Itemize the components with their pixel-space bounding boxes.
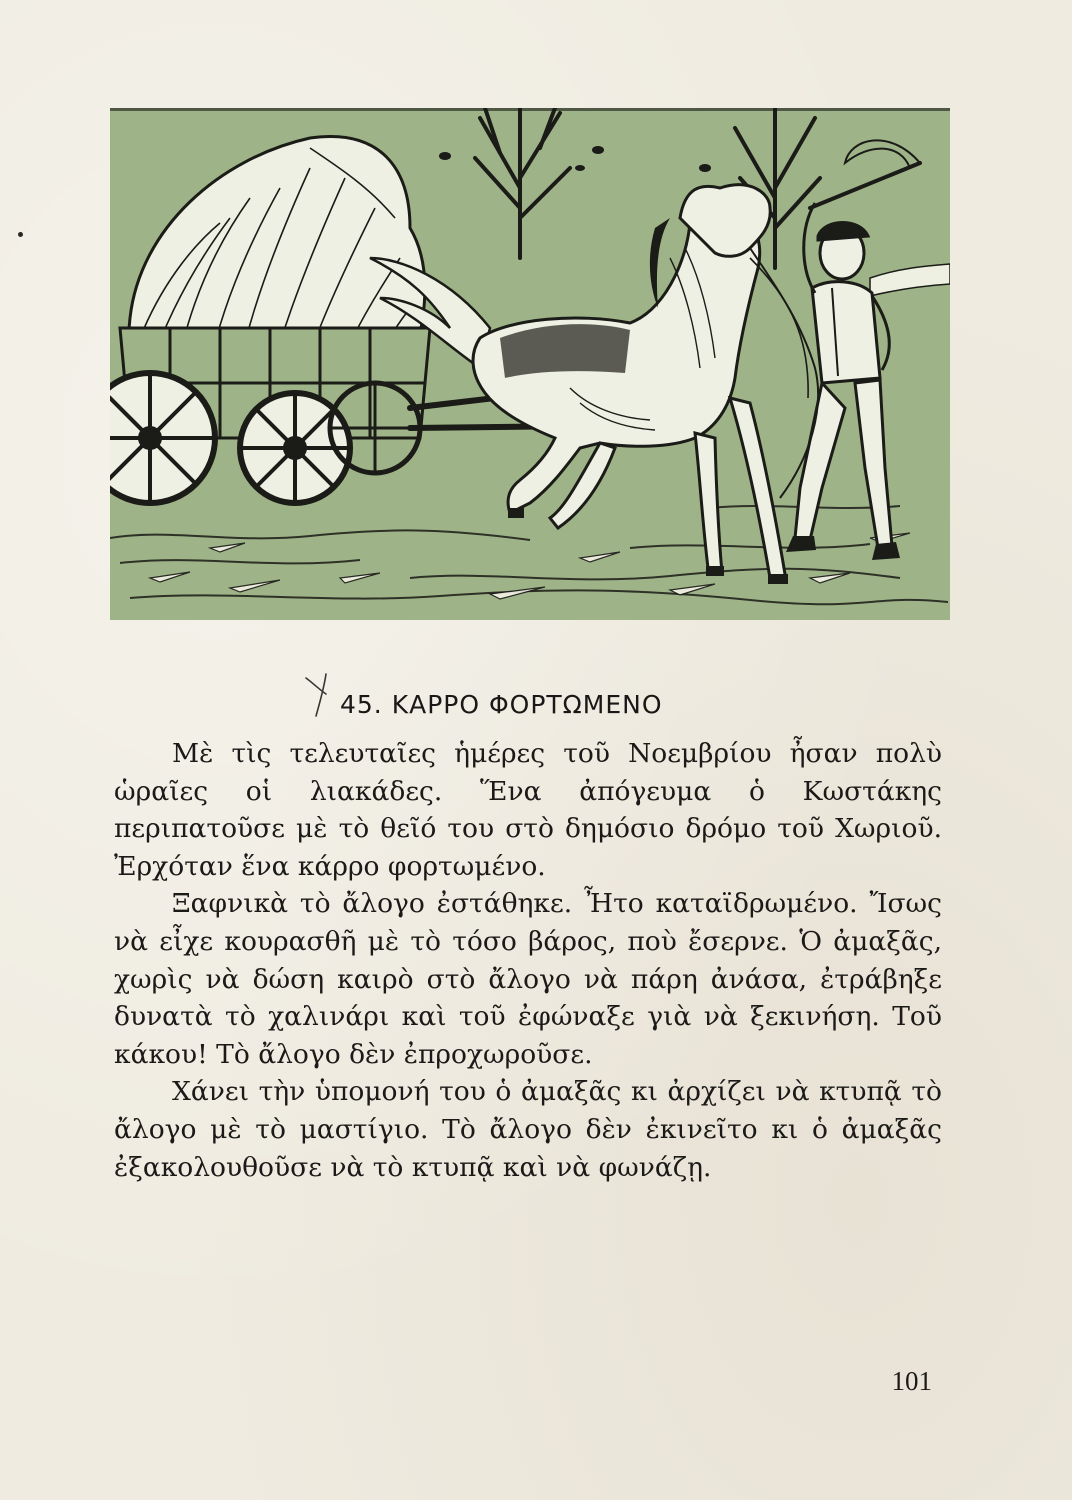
- cart-wheel-rear: [110, 373, 215, 503]
- cart-wheel-small: [330, 383, 420, 473]
- page-number: 101: [891, 1366, 932, 1396]
- lesson-body: [114, 735, 942, 1186]
- paragraph-2: Ξαφνικὰ τὸ ἄλογο ἐστάθηκε. Ἦτο καταϊδρωμένο. Ἴσως νὰ εἶχε κουρασθῆ μὲ τὸ τόσο βάρος, ποὺ ἔσερνε. Ὁ ἀμαξᾶς, χωρὶς νὰ δώση καιρὸ στὸ ἄλογο νὰ πάρη ἀνάσα, ἐτράβηξε δυνατὰ τὸ χαλινάρι καὶ τοῦ ἐφώναξε γιὰ νὰ ξεκινήση. Τοῦ κάκου! Τὸ ἄλογο δὲν ἐπροχωροῦσε.: [114, 888, 942, 1070]
- ink-dot: [18, 232, 23, 237]
- illustration-hay-cart-horse: [110, 108, 950, 620]
- horse-harness: [500, 324, 630, 378]
- lesson-title: 45. ΚΑΡΡΟ ΦΟΡΤΩΜΕΝΟ: [340, 690, 663, 719]
- illustration-drawing: [110, 108, 950, 620]
- pencil-check-mark: [300, 672, 336, 718]
- paragraph-3: Χάνει τὴν ὑπομονή του ὁ ἀμαξᾶς κι ἀρχίζει νὰ κτυπᾷ τὸ ἄλογο μὲ τὸ μαστίγιο. Τὸ ἄλογο δὲν ἐκινεῖτο κι ὁ ἀμαξᾶς ἐξακολουθοῦσε νὰ τὸ κτυπᾷ καὶ νὰ φωνάζῃ.: [114, 1076, 942, 1183]
- paragraph-1: Μὲ τὶς τελευταῖες ἡμέρες τοῦ Νοεμβρίου ἦσαν πολὺ ὡραῖες οἱ λιακάδες. Ἕνα ἀπόγευμα ὁ Κωστάκης περιπατοῦσε μὲ τὸ θεῖό του στὸ δημόσιο δρόμο τοῦ Χωριοῦ. Ἐρχόταν ἕνα κάρρο φορτωμένο.: [114, 738, 942, 882]
- illustration-top-edge: [110, 108, 950, 111]
